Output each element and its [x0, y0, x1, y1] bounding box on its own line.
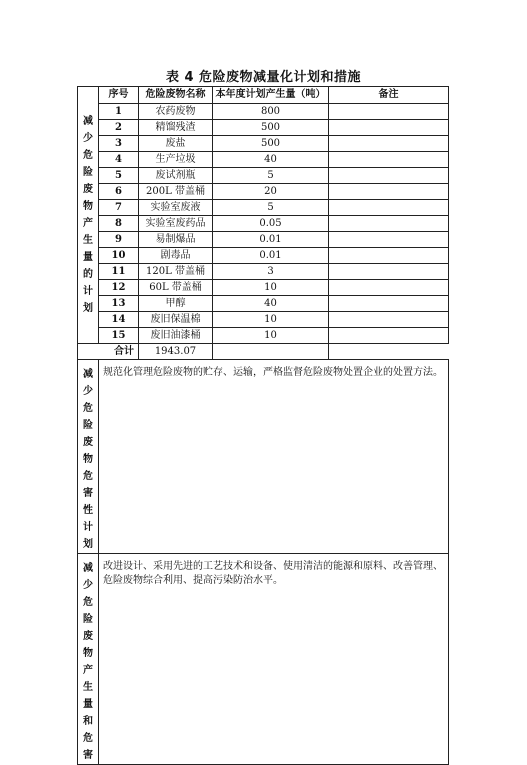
note: [329, 328, 449, 344]
table-row: [78, 120, 449, 136]
row-number: 10: [99, 248, 139, 264]
table-row: [78, 104, 449, 120]
row-number: 2: [99, 120, 139, 136]
table-title: 表 4 危险废物减量化计划和措施: [165, 70, 362, 85]
waste-name: 剧毒品: [139, 248, 213, 264]
row-number: 11: [99, 264, 139, 280]
table-row: [78, 152, 449, 168]
total-row: [78, 344, 449, 360]
planned-amount: 10: [213, 280, 329, 296]
waste-reduction-table: [77, 86, 449, 765]
section-label-text: 减少危险废物产生量和危害: [83, 563, 93, 761]
planned-amount: 10: [213, 328, 329, 344]
planned-amount: 0.01: [213, 248, 329, 264]
row-number: 6: [99, 184, 139, 200]
note: [329, 152, 449, 168]
waste-name: 废试剂瓶: [139, 168, 213, 184]
table-row: [78, 248, 449, 264]
planned-amount: 500: [213, 120, 329, 136]
section-label-text: 减少危险废物危害性计划: [83, 369, 93, 550]
note: [329, 280, 449, 296]
table-row: [78, 184, 449, 200]
planned-amount: 20: [213, 184, 329, 200]
waste-name: 实验室废液: [139, 200, 213, 216]
waste-name: 200L 带盖桶: [139, 184, 213, 200]
row-number: 4: [99, 152, 139, 168]
waste-name: 废旧保温棉: [139, 312, 213, 328]
row-number: 12: [99, 280, 139, 296]
planned-amount: 800: [213, 104, 329, 120]
waste-name: 甲醇: [139, 296, 213, 312]
note: [329, 120, 449, 136]
table-row: [78, 280, 449, 296]
planned-amount: 0.01: [213, 232, 329, 248]
table-row: [78, 264, 449, 280]
planned-amount: 3: [213, 264, 329, 280]
waste-name: 60L 带盖桶: [139, 280, 213, 296]
row-number: 5: [99, 168, 139, 184]
note: [329, 168, 449, 184]
table-row: [78, 216, 449, 232]
planned-amount: 500: [213, 136, 329, 152]
note: [329, 216, 449, 232]
header-no: 序号: [99, 87, 139, 104]
section3-text: 改进设计、采用先进的工艺技术和设备、使用清洁的能源和原料、改善管理、危险废物综合利用、提高污染防治水平。: [99, 554, 449, 765]
planned-amount: 10: [213, 312, 329, 328]
section2-text: 规范化管理危险废物的贮存、运输，严格监督危险废物处置企业的处置方法。: [99, 360, 449, 554]
row-number: 3: [99, 136, 139, 152]
table-row: [78, 136, 449, 152]
note: [329, 248, 449, 264]
planned-amount: 0.05: [213, 216, 329, 232]
header-row: [78, 87, 449, 104]
note: [329, 232, 449, 248]
section-label-reduce-harm: [78, 360, 99, 554]
header-note: 备注: [329, 87, 449, 104]
waste-name: 生产垃圾: [139, 152, 213, 168]
table-row: [78, 296, 449, 312]
waste-name: 农药废物: [139, 104, 213, 120]
note: [329, 136, 449, 152]
table-row: [78, 232, 449, 248]
row-number: 13: [99, 296, 139, 312]
total-label: 合计: [78, 344, 139, 360]
table-row: [78, 200, 449, 216]
planned-amount: 5: [213, 200, 329, 216]
row-number: 8: [99, 216, 139, 232]
section3-row: [78, 554, 449, 765]
planned-amount: 40: [213, 152, 329, 168]
note: [329, 104, 449, 120]
row-number: 14: [99, 312, 139, 328]
note: [329, 184, 449, 200]
header-amount: 本年度计划产生量（吨）: [213, 87, 329, 104]
table-row: [78, 328, 449, 344]
note: [329, 296, 449, 312]
table-row: [78, 168, 449, 184]
section-label-reduce-amount-harm: [78, 554, 99, 765]
planned-amount: 40: [213, 296, 329, 312]
note: [329, 264, 449, 280]
waste-name: 精馏残渣: [139, 120, 213, 136]
table-row: [78, 312, 449, 328]
waste-name: 实验室废药品: [139, 216, 213, 232]
header-name: 危险废物名称: [139, 87, 213, 104]
row-number: 9: [99, 232, 139, 248]
section-label-text: 减少危险废物产生量的计划: [83, 116, 93, 314]
row-number: 15: [99, 328, 139, 344]
row-number: 7: [99, 200, 139, 216]
row-number: 1: [99, 104, 139, 120]
total-value: 1943.07: [139, 344, 213, 360]
planned-amount: 5: [213, 168, 329, 184]
waste-name: 120L 带盖桶: [139, 264, 213, 280]
waste-name: 废旧油漆桶: [139, 328, 213, 344]
total-note: [213, 344, 329, 360]
note: [329, 200, 449, 216]
waste-name: 废盐: [139, 136, 213, 152]
note: [329, 312, 449, 328]
section-label-reduce-amount: [78, 87, 99, 344]
waste-name: 易制爆品: [139, 232, 213, 248]
section2-row: [78, 360, 449, 554]
